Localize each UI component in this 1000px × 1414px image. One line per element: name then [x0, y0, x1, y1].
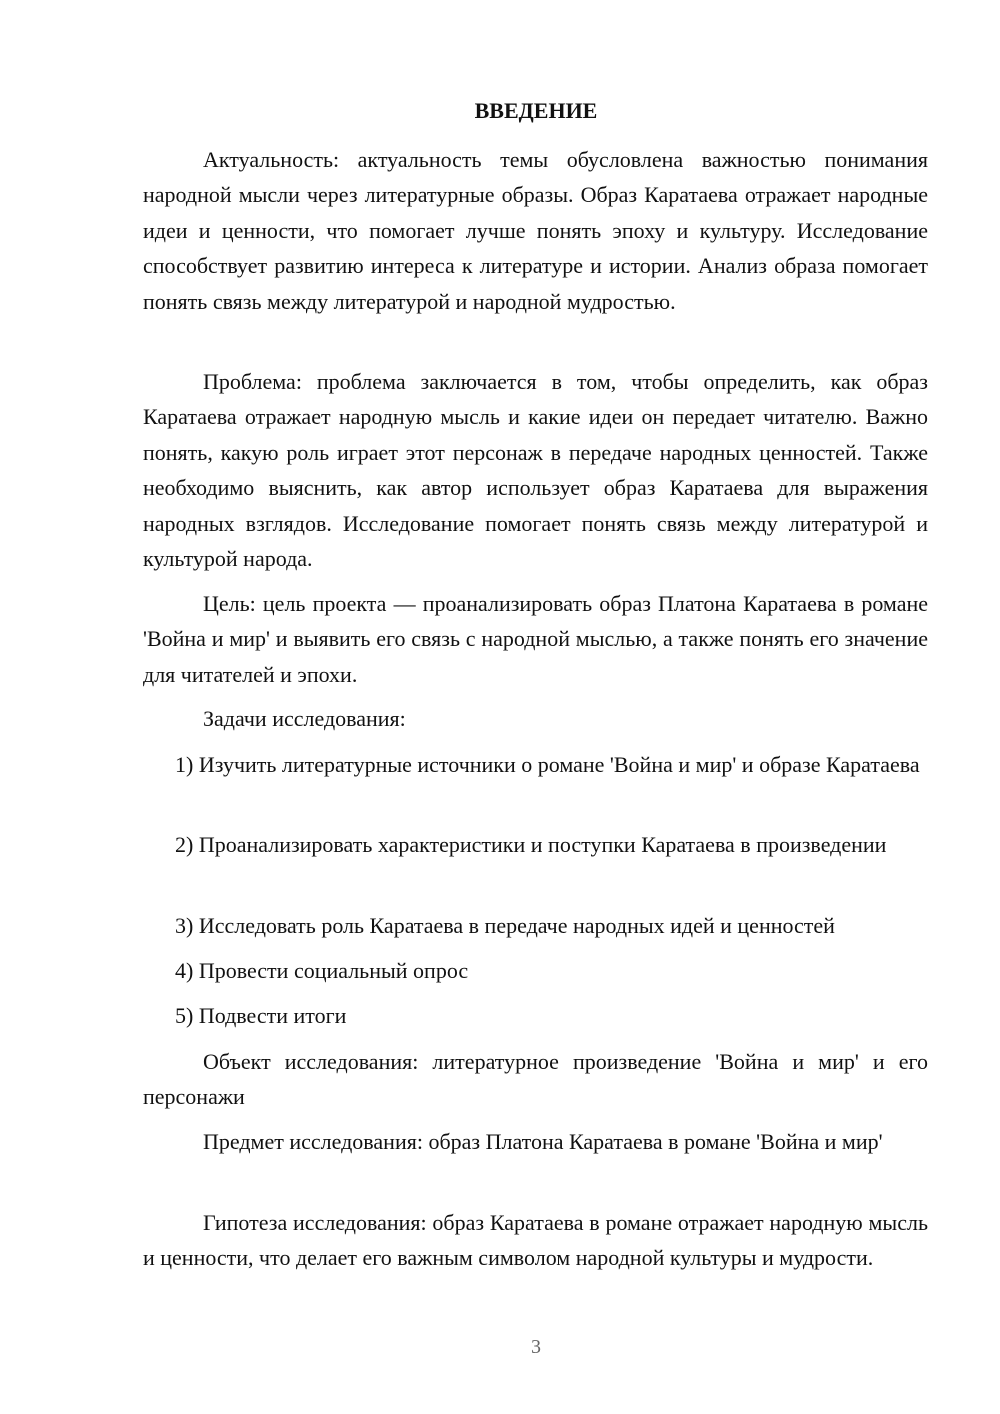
task-item-4: 4) Провести социальный опрос: [175, 958, 469, 983]
task-item-1: 1) Изучить литературные источники о романе 'Война и мир' и образе Каратаева: [175, 752, 920, 777]
problem-paragraph: Проблема: проблема заключается в том, чтобы определить, как образ Каратаева отражает народную мысль и какие идеи он передает читателю. Важно понять, какую роль играет этот персонаж в передаче народных ценностей. Также необходимо выяснить, как автор использует образ Каратаева для выражения народных взглядов. Исследование помогает понять связь между литературой и культурой народа.: [143, 369, 928, 572]
page-title: ВВЕДЕНИЕ: [474, 98, 598, 123]
object-paragraph: Объект исследования: литературное произведение 'Война и мир' и его персонажи: [143, 1049, 928, 1110]
task-item-5: 5) Подвести итоги: [175, 1003, 347, 1028]
goal-paragraph: Цель: цель проекта — проанализировать образ Платона Каратаева в романе 'Война и мир' и выявить его связь с народной мыслью, а также понять его значение для читателей и эпохи.: [143, 591, 928, 687]
task-item-3: 3) Исследовать роль Каратаева в передаче народных идей и ценностей: [175, 913, 835, 938]
page-number: 3: [531, 1336, 541, 1358]
subject-paragraph: Предмет исследования: образ Платона Каратаева в романе 'Война и мир': [203, 1129, 883, 1154]
task-item-2: 2) Проанализировать характеристики и поступки Каратаева в произведении: [175, 832, 887, 857]
relevance-paragraph: Актуальность: актуальность темы обусловлена важностью понимания народной мысли через литературные образы. Образ Каратаева отражает народные идеи и ценности, что помогает лучше понять эпоху и культуру. Исследование способствует развитию интереса к литературе и истории. Анализ образа помогает понять связь между литературой и народной мудростью.: [143, 147, 928, 314]
hypothesis-paragraph: Гипотеза исследования: образ Каратаева в романе отражает народную мысль и ценности, что делает его важным символом народной культуры и мудрости.: [143, 1210, 928, 1271]
tasks-heading: Задачи исследования:: [203, 706, 406, 731]
